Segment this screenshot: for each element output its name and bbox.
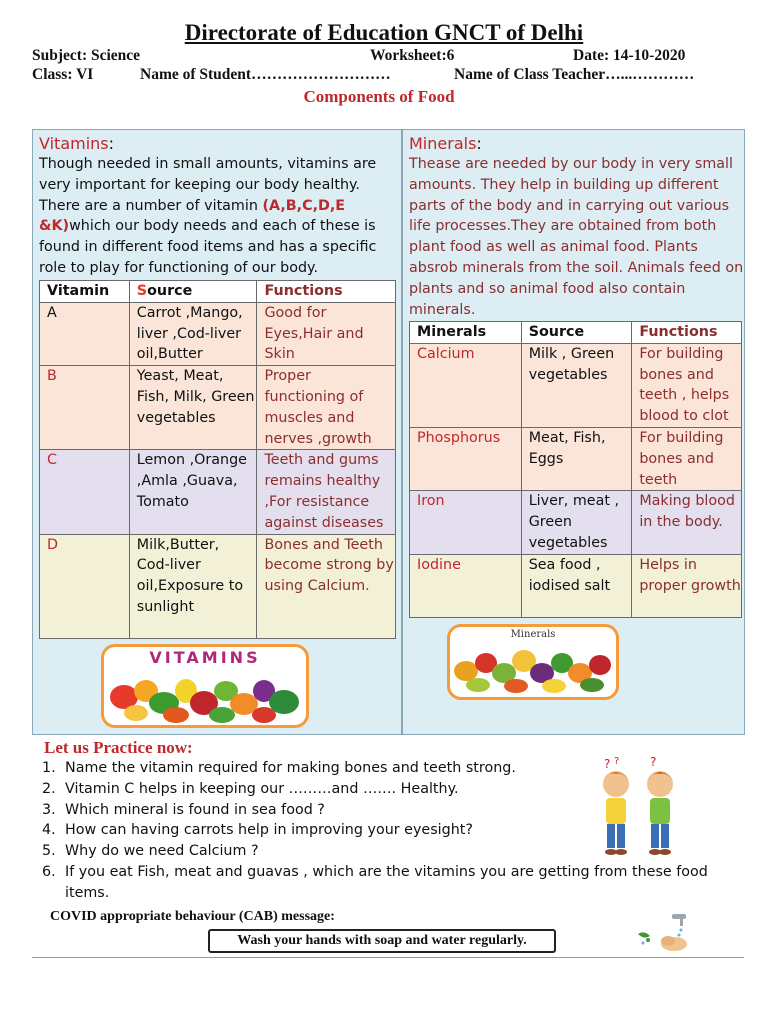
question-number: 5. bbox=[42, 843, 56, 860]
table-row bbox=[40, 366, 396, 450]
svg-text:?: ? bbox=[604, 757, 611, 771]
function-cell: Bones and Teeth become strong by using Calcium. bbox=[257, 534, 396, 638]
minerals-food-illustration bbox=[450, 627, 616, 697]
function-cell: Good for Eyes,Hair and Skin bbox=[257, 302, 396, 365]
question-number: 2. bbox=[42, 780, 56, 797]
covid-label: COVID appropriate behaviour (CAB) message: bbox=[50, 909, 335, 924]
minerals-image-label: Minerals bbox=[510, 629, 556, 640]
source-cell: Meat, Fish, Eggs bbox=[521, 427, 632, 490]
source-cell: Liver, meat , Green vegetables bbox=[521, 491, 632, 554]
vitamins-image-label: VITAMINS bbox=[149, 648, 261, 667]
question-text: Which mineral is found in sea food ? bbox=[65, 801, 325, 818]
thinking-kids-illustration bbox=[594, 756, 690, 862]
vitamins-food-illustration bbox=[104, 647, 306, 725]
table-row bbox=[410, 343, 742, 427]
practice-title: Let us Practice now: bbox=[44, 738, 193, 757]
handwash-icon bbox=[634, 910, 694, 954]
table-row bbox=[410, 427, 742, 490]
table-header-row bbox=[40, 281, 396, 303]
column-header: Source bbox=[521, 322, 632, 344]
question-text: Vitamin C helps in keeping our ………and ……. Healthy. bbox=[65, 780, 459, 797]
page-divider bbox=[32, 957, 744, 958]
table-row bbox=[410, 491, 742, 554]
question-number: 6. bbox=[42, 863, 56, 880]
function-cell: Helps in proper growth bbox=[632, 554, 742, 617]
column-header: Minerals bbox=[410, 322, 522, 344]
column-header: Vitamin bbox=[40, 281, 130, 303]
table-row bbox=[40, 534, 396, 638]
mineral-cell: Calcium bbox=[410, 343, 522, 427]
table-row bbox=[410, 554, 742, 617]
vitamins-description: Though needed in small amounts, vitamins are very important for keeping our body healthy. There are a number of vitamin (A,B,C,D,E &K)which our body needs and each of these is found in different food items and has a specific role to play for functioning of our body. bbox=[39, 156, 377, 276]
question-item bbox=[42, 862, 748, 904]
vitamin-cell: A bbox=[40, 302, 130, 365]
page-title: Directorate of Education GNCT of Delhi bbox=[184, 20, 584, 45]
vitamins-panel bbox=[32, 129, 402, 735]
vitamin-cell: C bbox=[40, 450, 130, 534]
question-number: 3. bbox=[42, 801, 56, 818]
source-cell: Lemon ,Orange ,Amla ,Guava, Tomato bbox=[129, 450, 257, 534]
question-number: 4. bbox=[42, 822, 56, 839]
mineral-cell: Iodine bbox=[410, 554, 522, 617]
column-header: Functions bbox=[632, 322, 742, 344]
subject-label: Subject: Science bbox=[32, 47, 141, 64]
column-header: Source bbox=[129, 281, 257, 303]
source-cell: Milk , Green vegetables bbox=[521, 343, 632, 427]
teacher-name-field: Name of Class Teacher…...………… bbox=[454, 66, 695, 83]
mineral-cell: Phosphorus bbox=[410, 427, 522, 490]
vitamins-food-image bbox=[101, 644, 309, 728]
vitamin-cell: B bbox=[40, 366, 130, 450]
question-text: Name the vitamin required for making bones and teeth strong. bbox=[65, 760, 516, 776]
svg-text:?: ? bbox=[614, 756, 620, 767]
question-text: If you eat Fish, meat and guavas , which are the vitamins you are getting from these food items. bbox=[65, 863, 708, 901]
minerals-food-image bbox=[447, 624, 619, 700]
svg-text:?: ? bbox=[650, 756, 657, 769]
function-cell: Making blood in the body. bbox=[632, 491, 742, 554]
question-text: How can having carrots help in improving your eyesight? bbox=[65, 822, 473, 839]
student-name-field: Name of Student……………………… bbox=[140, 66, 391, 83]
column-header: Functions bbox=[257, 281, 396, 303]
question-number: 1. bbox=[42, 760, 56, 776]
worksheet-label: Worksheet:6 bbox=[370, 47, 455, 64]
vitamins-table bbox=[39, 280, 396, 639]
covid-message-box: Wash your hands with soap and water regularly. bbox=[208, 929, 556, 953]
table-row bbox=[40, 302, 396, 365]
source-cell: Yeast, Meat, Fish, Milk, Green vegetables bbox=[129, 366, 257, 450]
date-label: Date: 14-10-2020 bbox=[573, 47, 686, 64]
section-subtitle: Components of Food bbox=[303, 87, 455, 106]
table-row bbox=[40, 450, 396, 534]
minerals-heading: Minerals: bbox=[409, 134, 482, 153]
minerals-table bbox=[409, 321, 742, 618]
question-text: Why do we need Calcium ? bbox=[65, 843, 259, 860]
function-cell: For building bones and teeth , helps blood to clot bbox=[632, 343, 742, 427]
function-cell: Proper functioning of muscles and nerves ,growth bbox=[257, 366, 396, 450]
vitamin-cell: D bbox=[40, 534, 130, 638]
minerals-panel bbox=[402, 129, 745, 735]
class-label: Class: VI bbox=[32, 66, 94, 83]
source-cell: Carrot ,Mango, liver ,Cod-liver oil,Butter bbox=[129, 302, 257, 365]
source-cell: Milk,Butter, Cod-liver oil,Exposure to sunlight bbox=[129, 534, 257, 638]
function-cell: Teeth and gums remains healthy ,For resistance against diseases bbox=[257, 450, 396, 534]
function-cell: For building bones and teeth bbox=[632, 427, 742, 490]
source-cell: Sea food , iodised salt bbox=[521, 554, 632, 617]
minerals-description: Thease are needed by our body in very small amounts. They help in building up different parts of the body and in carrying out various life processes.They are obtained from both plant food as well as animal food. Plants absrob minerals from the soil. Animals feed on plants and so animal food also contain minerals. bbox=[409, 156, 744, 318]
vitamins-heading: Vitamins: bbox=[39, 134, 115, 153]
table-header-row bbox=[410, 322, 742, 344]
mineral-cell: Iron bbox=[410, 491, 522, 554]
